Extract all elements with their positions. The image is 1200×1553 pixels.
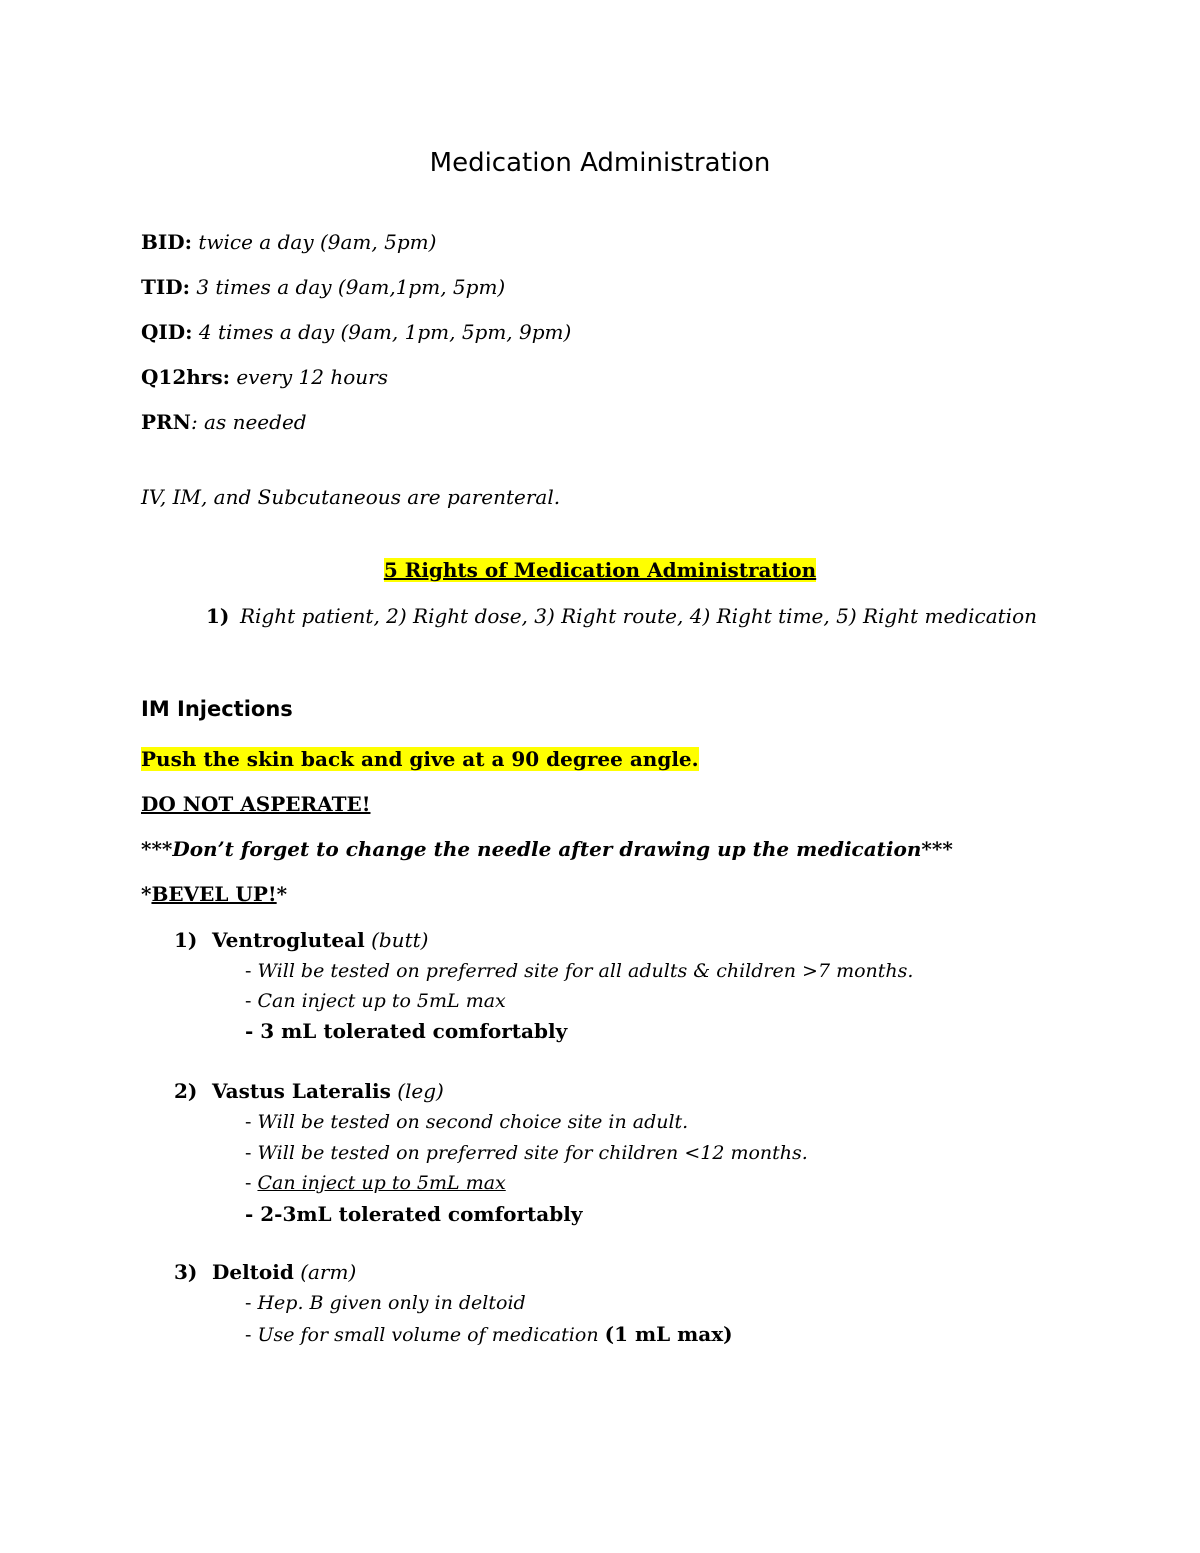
dash: - [245,1172,258,1194]
site-area: (arm) [300,1260,357,1284]
bevel-prefix: * [141,882,152,906]
site-bold-note [245,1201,582,1227]
parenteral-note [141,484,560,510]
dash: - [245,1019,261,1043]
rights-heading-row [0,557,1200,583]
site-note [245,1321,733,1348]
dash: - [245,1292,258,1314]
bevel-up: BEVEL UP! [151,882,277,906]
abbrev-meaning: twice a day (9am, 5pm) [198,230,437,254]
rights-heading: 5 Rights of Medication Administration [383,558,817,582]
dash: - [245,1202,261,1226]
rights-number: 1) [206,604,230,628]
site-note-text: Can inject up to 5mL max [257,990,506,1012]
do-not-asperate: DO NOT ASPERATE! [141,792,371,816]
abbrev-meaning: : as needed [190,410,307,434]
abbrev-term: PRN [141,410,191,434]
site-area: (butt) [371,928,429,952]
site-note-text: Will be tested on preferred site for children <12 months. [257,1142,808,1164]
site-note [245,988,506,1014]
push-note-row [141,746,699,772]
site-ventrogluteal [174,927,428,953]
site-note [245,958,913,984]
site-deltoid [174,1259,356,1285]
site-bold-note-text: 2-3mL tolerated comfortably [260,1202,583,1226]
abbrev-q12hrs [141,364,388,390]
bevel-suffix: * [276,882,288,906]
site-note-text: Use for small volume of medication [257,1324,599,1346]
abbrev-term: QID: [141,320,193,344]
abbrev-prn [141,409,307,435]
site-bold-note [245,1018,567,1044]
page-title: Medication Administration [429,148,771,178]
do-not-asperate-row [141,791,370,817]
abbrev-bid [141,229,436,255]
site-note-text: Will be tested on preferred site for all adults & children >7 months. [257,960,914,982]
needle-note-row [141,836,953,862]
dash: - [245,1142,258,1164]
abbrev-term: Q12hrs: [141,365,230,389]
site-note-text: Will be tested on second choice site in adult. [257,1111,689,1133]
abbrev-term: TID: [141,275,190,299]
abbrev-meaning: 4 times a day (9am, 1pm, 5pm, 9pm) [198,320,572,344]
site-note [245,1109,688,1135]
needle-note: ***Don’t forget to change the needle after drawing up the medication*** [141,837,953,861]
im-heading: IM Injections [141,697,293,721]
site-name: Vastus Lateralis [212,1079,391,1103]
site-bold-tail: (1 mL max) [604,1322,733,1346]
abbrev-meaning: 3 times a day (9am,1pm, 5pm) [196,275,506,299]
dash: - [245,990,258,1012]
site-number: 2) [174,1079,198,1103]
site-note [245,1290,526,1316]
dash: - [245,1111,258,1133]
rights-text: Right patient, 2) Right dose, 3) Right route, 4) Right time, 5) Right medication [240,604,1037,628]
site-number: 3) [174,1260,198,1284]
site-note-text: Can inject up to 5mL max [257,1172,506,1194]
abbrev-term: BID: [141,230,192,254]
site-bold-note-text: 3 mL tolerated comfortably [260,1019,568,1043]
abbrev-tid [141,274,505,300]
site-name: Deltoid [212,1260,294,1284]
site-note [245,1140,808,1166]
dash: - [245,960,258,982]
bevel-up-row [141,881,287,907]
site-number: 1) [174,928,198,952]
site-name: Ventrogluteal [212,928,365,952]
site-vastus-lateralis [174,1078,444,1104]
parenteral-note-text: IV, IM, and Subcutaneous are parenteral. [141,485,561,509]
site-area: (leg) [397,1079,444,1103]
rights-list [206,603,1037,629]
site-note-text: Hep. B given only in deltoid [257,1292,526,1314]
abbrev-meaning: every 12 hours [236,365,388,389]
push-note: Push the skin back and give at a 90 degree angle. [141,747,699,771]
abbrev-qid [141,319,571,345]
dash: - [245,1324,258,1346]
site-note [245,1170,506,1196]
